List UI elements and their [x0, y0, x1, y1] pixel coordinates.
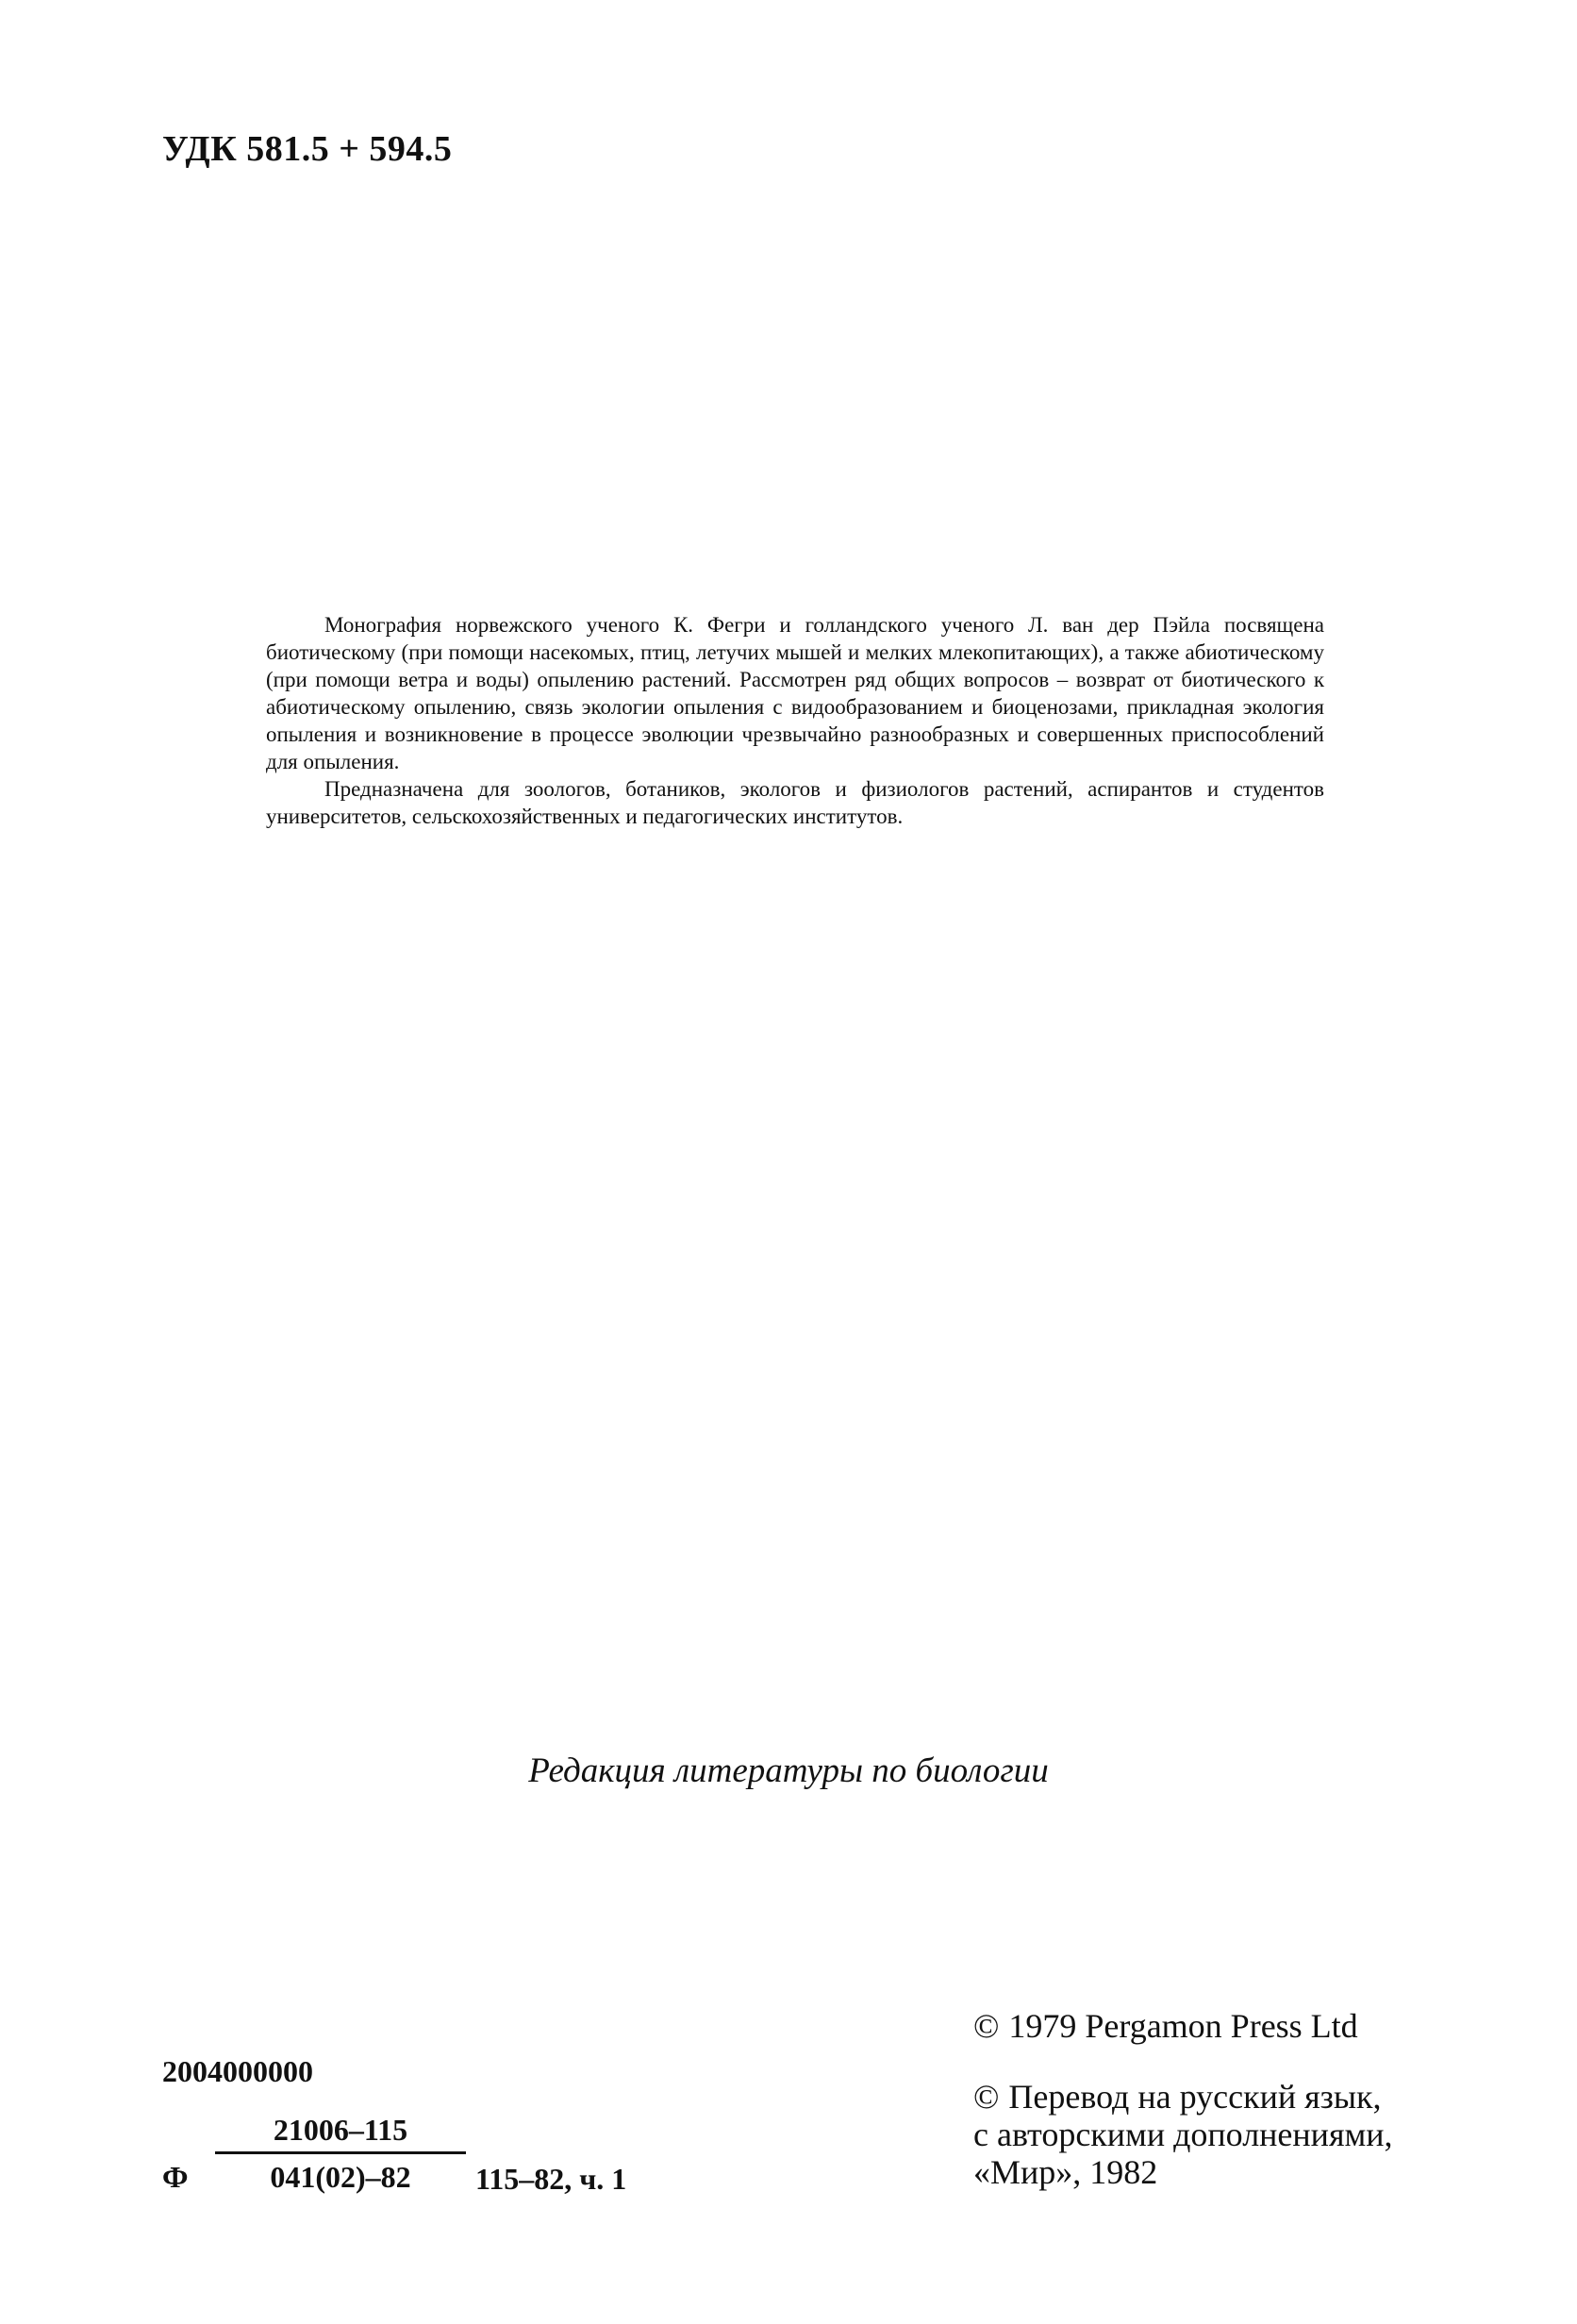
udk-classification: УДК 581.5 + 594.5: [162, 129, 453, 169]
index-letter: Ф: [162, 2160, 189, 2194]
abstract-paragraph-1: Монография норвежского ученого К. Фегри и голландского ученого Л. ван дер Пэйла посвящена биотическому (при помощи насекомых, птиц, летучих мышей и мелких млекопитающих), а также абиотическому (при помощи ветра и воды) опылению растений. Рассмотрен ряд общих вопросов – возврат от биотического к абиотическому опылению, связь экологии опыления с видообразованием и биоценозами, прикладная экология опыления и возникновение в процессе эволюции чрезвычайно разнообразных и совершенных приспособлений для опыления.: [266, 613, 1324, 773]
index-tail: 115–82, ч. 1: [475, 2162, 627, 2196]
index-denominator: 041(02)–82: [270, 2160, 411, 2194]
copyright-line-3: с авторскими дополнениями,: [973, 2116, 1393, 2153]
abstract-paragraph-2: Предназначена для зоологов, ботаников, экологов и физиологов растений, аспирантов и студентов университетов, сельскохозяйственных и педагогических институтов.: [266, 777, 1324, 828]
copyright-original: [973, 2007, 1358, 2045]
index-numerator: 21006–115: [215, 2113, 466, 2154]
index-fraction: [215, 2113, 466, 2195]
editorial-note: Редакция литературы по биологии: [528, 1751, 1049, 1790]
copyright-line-4: «Мир», 1982: [973, 2153, 1158, 2191]
copyright-line-1: 1979 Pergamon Press Ltd: [1008, 2007, 1358, 2045]
copyright-icon: ©: [973, 2007, 1000, 2045]
copyright-translation: [973, 2078, 1393, 2191]
abstract: [266, 611, 1324, 830]
publication-code: 2004000000: [162, 2054, 313, 2088]
copyright-line-2: Перевод на русский язык,: [1008, 2078, 1382, 2116]
copyright-icon: ©: [973, 2078, 1000, 2116]
